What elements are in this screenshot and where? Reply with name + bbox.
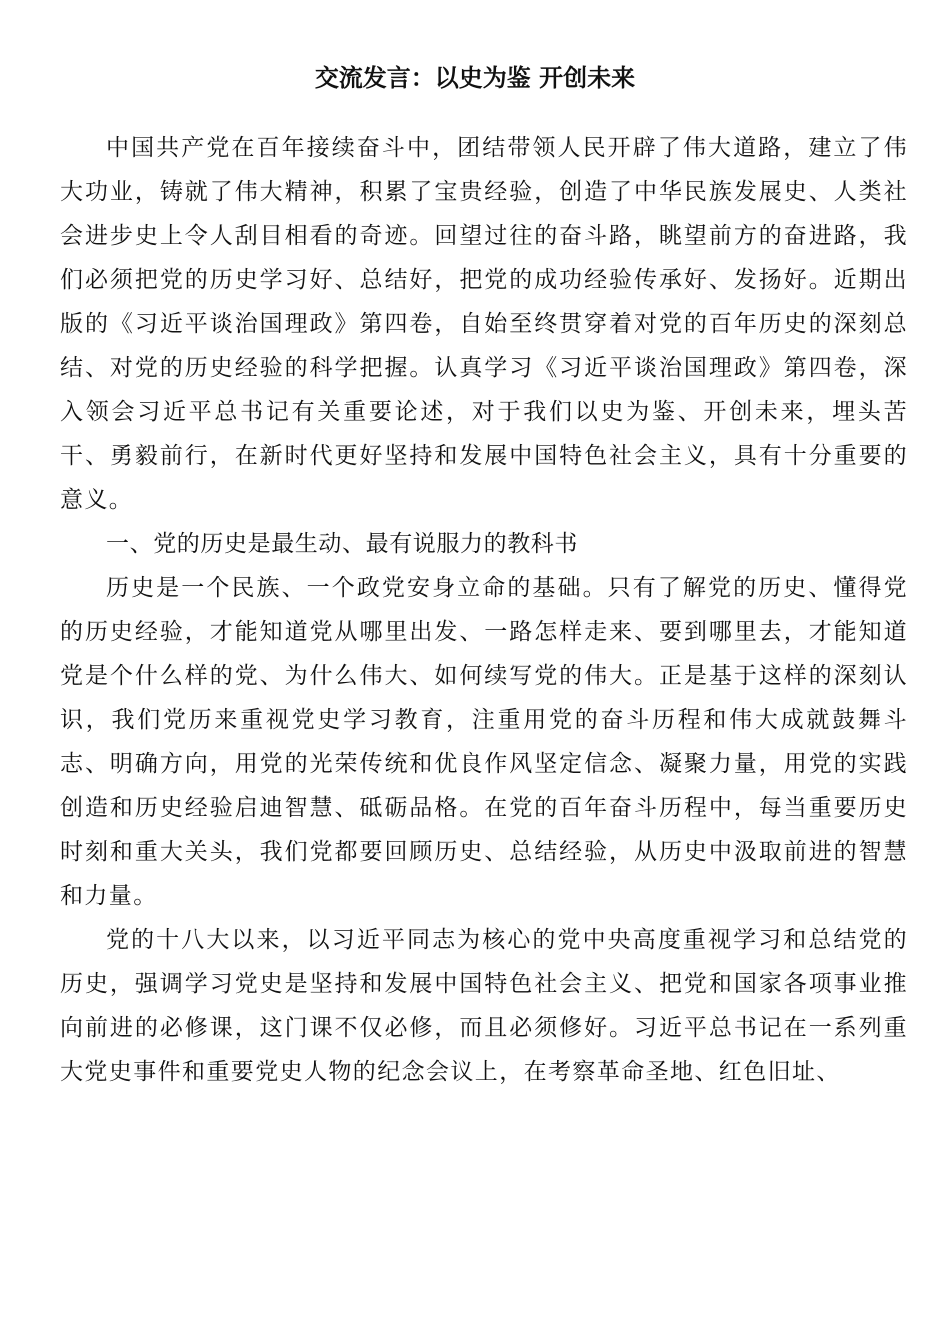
section-heading-1: 一、党的历史是最生动、最有说服力的教科书	[106, 531, 578, 557]
paragraph-intro: 中国共产党在百年接续奋斗中，团结带领人民开辟了伟大道路，建立了伟大功业，铸就了伟大精神，积累了宝贵经验，创造了中华民族发展史、人类社会进步史上令人刮目相看的奇迹。回望过往的奋斗路，眺望前方的奋进路，我们必须把党的历史学习好、总结好，把党的成功经验传承好、发扬好。近期出版的《习近平谈治国理政》第四卷，自始至终贯穿着对党的百年历史的深刻总结、对党的历史经验的科学把握。认真学习《习近平谈治国理政》第四卷，深入领会习近平总书记有关重要论述，对于我们以史为鉴、开创未来，埋头苦干、勇毅前行，在新时代更好坚持和发展中国特色社会主义，具有十分重要的意义。	[60, 135, 908, 513]
document-title: 交流发言：以史为鉴 开创未来	[314, 64, 636, 92]
paragraph-history-foundation: 历史是一个民族、一个政党安身立命的基础。只有了解党的历史、懂得党的历史经验，才能知道党从哪里出发、一路怎样走来、要到哪里去，才能知道党是个什么样的党、为什么伟大、如何续写党的伟大。正是基于这样的深刻认识，我们党历来重视党史学习教育，注重用党的奋斗历程和伟大成就鼓舞斗志、明确方向，用党的光荣传统和优良作风坚定信念、凝聚力量，用党的实践创造和历史经验启迪智慧、砥砺品格。在党的百年奋斗历程中，每当重要历史时刻和重大关头，我们党都要回顾历史、总结经验，从历史中汲取前进的智慧和力量。	[60, 575, 908, 909]
paragraph-since-18th-congress: 党的十八大以来，以习近平同志为核心的党中央高度重视学习和总结党的历史，强调学习党史是坚持和发展中国特色社会主义、把党和国家各项事业推向前进的必修课，这门课不仅必修，而且必须修好。习近平总书记在一系列重大党史事件和重要党史人物的纪念会议上，在考察革命圣地、红色旧址、	[60, 927, 908, 1085]
document-body	[60, 126, 908, 1094]
